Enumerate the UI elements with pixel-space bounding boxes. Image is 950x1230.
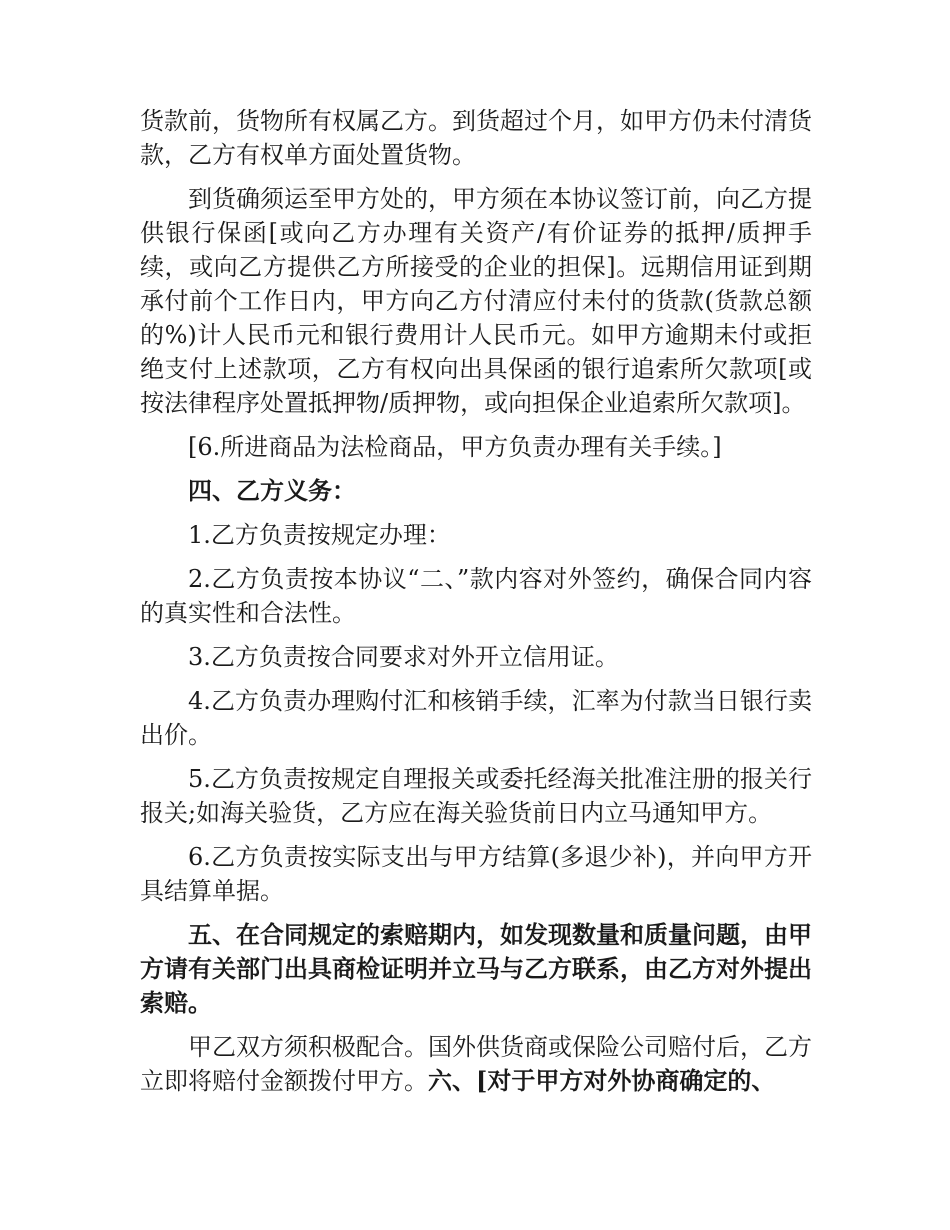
obligation-item-3: 3.乙方负责按合同要求对外开立信用证。 <box>188 643 619 671</box>
section-heading-six-start: 六、[对于甲方对外协商确定的、 <box>428 1066 776 1095</box>
obligation-item-1: 1.乙方负责按规定办理： <box>188 521 451 549</box>
obligation-item-4: 4.乙方负责办理购付汇和核销手续，汇率为付款当日银行卖出价。 <box>140 687 812 749</box>
paragraph-guarantee: 到货确须运至甲方处的，甲方须在本协议签订前，向乙方提供银行保函[或向乙方办理有关资产/有价证券的抵押/质押手续，或向乙方提供乙方所接受的企业的担保]。远期信用证到期承付前个工作日内，甲方向乙方付清应付未付的货款(货款总额的%)计人民币元和银行费用计人民币元。如甲方逾期未付或拒绝支付上述款项，乙方有权向出具保函的银行追索所欠款项[或按法律程序处置抵押物/质押物，或向担保企业追索所欠款项]。 <box>140 185 812 417</box>
section-heading-party-b-obligations: 四、乙方义务： <box>188 476 356 505</box>
section-heading-claims: 五、在合同规定的索赔期内，如发现数量和质量问题，由甲方请有关部门出具商检证明并立马与乙方联系，由乙方对外提出索赔。 <box>140 920 812 1017</box>
obligation-item-2: 2.乙方负责按本协议“二、”款内容对外签约，确保合同内容的真实性和合法性。 <box>140 565 812 627</box>
paragraph-inspection: [6.所进商品为法检商品，甲方负责办理有关手续。] <box>188 433 722 461</box>
paragraph-cooperation-text: 甲乙双方须积极配合。国外供货商或保险公司赔付后，乙方立即将赔付金额拨付甲方。 <box>140 1033 812 1095</box>
paragraph-payment-title: 货款前，货物所有权属乙方。到货超过个月，如甲方仍未付清货款，乙方有权单方面处置货物。 <box>140 107 812 169</box>
document-page <box>140 104 812 1108</box>
paragraph-cooperation <box>140 1030 812 1098</box>
obligation-item-6: 6.乙方负责按实际支出与甲方结算(多退少补)，并向甲方开具结算单据。 <box>140 843 812 905</box>
obligation-item-5: 5.乙方负责按规定自理报关或委托经海关批准注册的报关行报关;如海关验货，乙方应在海关验货前日内立马通知甲方。 <box>140 765 812 827</box>
